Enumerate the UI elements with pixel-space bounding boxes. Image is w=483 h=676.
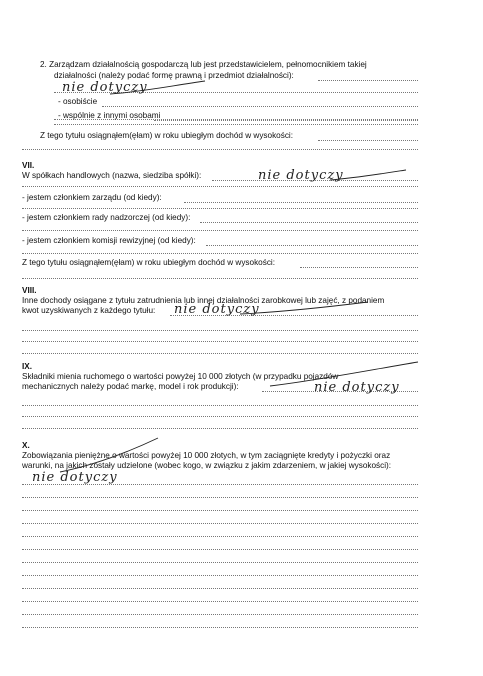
strikethrough-stroke [60,426,160,476]
strikethrough-stroke [240,300,370,318]
dotted-line[interactable] [22,497,418,498]
dotted-line[interactable] [318,140,418,141]
s7-number: VII. [22,161,35,170]
s9-line1: Składniki mienia ruchomego o wartości powyżej 10 000 złotych (w przypadku pojazdów [22,372,339,381]
dotted-line[interactable] [206,245,418,246]
dotted-line[interactable] [22,484,418,485]
s8-number: VIII. [22,286,37,295]
s9-number: IX. [22,362,33,371]
s7-zarzad: - jestem członkiem zarządu (od kiedy): [22,193,162,202]
s10-line1: Zobowiązania pieniężne o wartości powyżej 10 000 złotych, w tym zaciągnięte kredyty i pożyczki oraz [22,451,391,460]
s2-line1: 2. Zarządzam działalnością gospodarczą lub jest przedstawicielem, pełnomocnikiem takiej [40,60,367,69]
dotted-line[interactable] [22,562,418,563]
s7-dochod: Z tego tytułu osiągnąłem(ęłam) w roku ubiegłym dochód w wysokości: [22,258,276,267]
s8-handwriting: nie dotyczy [174,302,260,317]
dotted-line[interactable] [22,353,418,354]
dotted-line[interactable] [22,536,418,537]
dotted-line[interactable] [22,549,418,550]
dotted-line[interactable] [22,230,418,231]
s9-handwriting: nie dotyczy [314,380,400,395]
dotted-line[interactable] [22,208,418,209]
s7-line1: W spółkach handlowych (nazwa, siedziba spółki): [22,171,202,180]
dotted-line[interactable] [22,601,418,602]
dotted-line[interactable] [22,149,418,150]
dotted-line[interactable] [22,627,418,628]
s9-line2: mechanicznych należy podać markę, model i rok produkcji): [22,382,239,391]
dotted-line[interactable] [154,120,418,121]
s2-wspolnie: - wspólnie z innymi osobami [58,111,161,120]
dotted-line[interactable] [200,222,418,223]
dotted-line[interactable] [54,124,418,125]
dotted-line[interactable] [300,267,418,268]
s2-dochod: Z tego tytułu osiągnąłem(ęłam) w roku ubiegłym dochód w wysokości: [40,131,294,140]
dotted-line[interactable] [318,80,418,81]
strikethrough-stroke [110,80,210,100]
dotted-line[interactable] [22,523,418,524]
strikethrough-stroke [330,168,410,184]
s10-line2: warunki, na jakich zostały udzielone (wobec kogo, w związku z jakim zdarzeniem, w jakiej wysokości): [22,461,392,470]
dotted-line[interactable] [22,614,418,615]
s10-number: X. [22,441,30,450]
s2-osobiscie: - osobiście [58,97,98,106]
s7-komisja: - jestem członkiem komisji rewizyjnej (od kiedy): [22,236,196,245]
dotted-line[interactable] [22,588,418,589]
dotted-line[interactable] [184,202,418,203]
s7-rada: - jestem członkiem rady nadzorczej (od kiedy): [22,213,191,222]
s2-line2: działalności (należy podać formę prawną i przedmiot działalności): [54,71,294,80]
dotted-line[interactable] [22,253,418,254]
dotted-line[interactable] [22,186,418,187]
s8-line1: Inne dochody osiągane z tytułu zatrudnienia lub innej działalności zarobkowej lub zajęć, z podaniem [22,296,385,305]
strikethrough-stroke [270,360,420,390]
dotted-line[interactable] [22,278,418,279]
dotted-line[interactable] [22,575,418,576]
dotted-line[interactable] [22,341,418,342]
s8-line2: kwot uzyskiwanych z każdego tytułu: [22,306,156,315]
s10-handwriting: nie dotyczy [32,470,118,485]
dotted-line[interactable] [22,405,418,406]
s2-handwriting: nie dotyczy [62,80,148,95]
dotted-line[interactable] [102,106,418,107]
dotted-line[interactable] [22,510,418,511]
dotted-line[interactable] [22,330,418,331]
s7-handwriting: nie dotyczy [258,168,344,183]
dotted-line[interactable] [22,416,418,417]
